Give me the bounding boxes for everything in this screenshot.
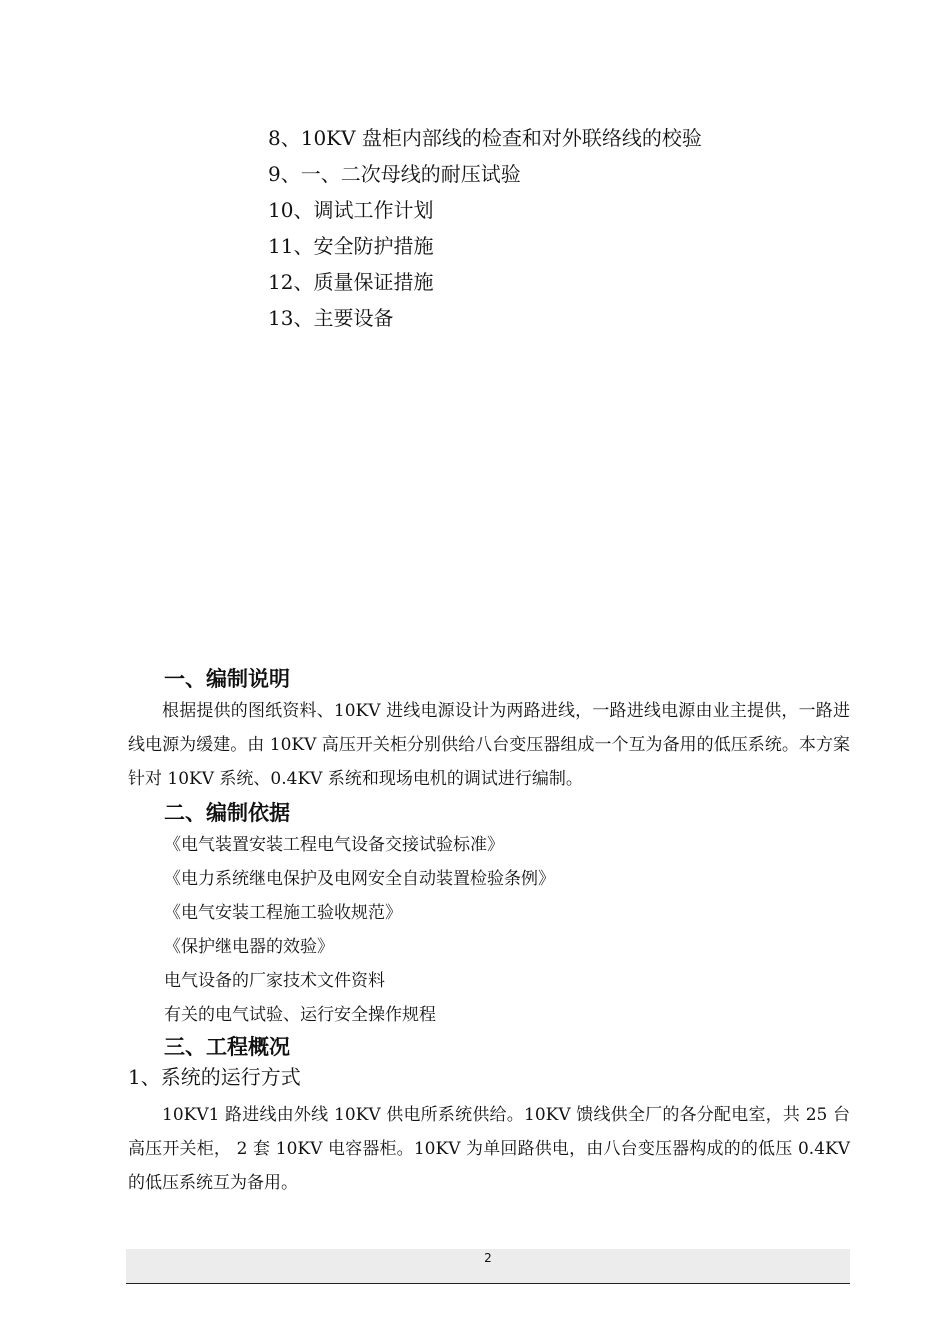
toc-item: 11、安全防护措施 [268,234,434,258]
section-heading: 二、编制依据 [164,801,290,825]
section-paragraph: 根据提供的图纸资料、10KV 进线电源设计为两路进线，一路进线电源由业主提供，一路进线电源为缓建。由 10KV 高压开关柜分别供给八台变压器组成一个互为备用的低压系统。本方案针对 10KV 系统、0.4KV 系统和现场电机的调试进行编制。 [128,701,850,789]
page-footer [126,1249,850,1284]
subsection-heading: 1、系统的运行方式 [128,1065,301,1089]
reference-item: 《电力系统继电保护及电网安全自动装置检验条例》 [164,869,555,889]
reference-item: 《电气装置安装工程电气设备交接试验标准》 [164,835,504,855]
section-project-overview [128,1032,850,1200]
table-of-contents [268,120,868,336]
reference-item: 《保护继电器的效验》 [164,937,334,957]
toc-item: 10、调试工作计划 [268,198,434,222]
toc-item: 9、一、二次母线的耐压试验 [268,162,521,186]
toc-item: 13、主要设备 [268,306,394,330]
reference-item: 《电气安装工程施工验收规范》 [164,903,402,923]
section-compile-basis [128,798,850,1032]
toc-item: 8、10KV 盘柜内部线的检查和对外联络线的校验 [268,126,702,150]
section-heading: 一、编制说明 [164,667,290,691]
page-number: 2 [484,1251,492,1265]
toc-item: 12、质量保证措施 [268,270,434,294]
section-compile-notes [128,664,850,796]
reference-item: 有关的电气试验、运行安全操作规程 [164,1005,436,1025]
section-heading: 三、工程概况 [164,1035,290,1059]
reference-item: 电气设备的厂家技术文件资料 [164,971,385,991]
section-paragraph: 10KV1 路进线由外线 10KV 供电所系统供给。10KV 馈线供全厂的各分配电室，共 25 台高压开关柜， 2 套 10KV 电容器柜。10KV 为单回路供电，由八台变压器构成的的低压 0.4KV 的低压系统互为备用。 [128,1105,850,1193]
